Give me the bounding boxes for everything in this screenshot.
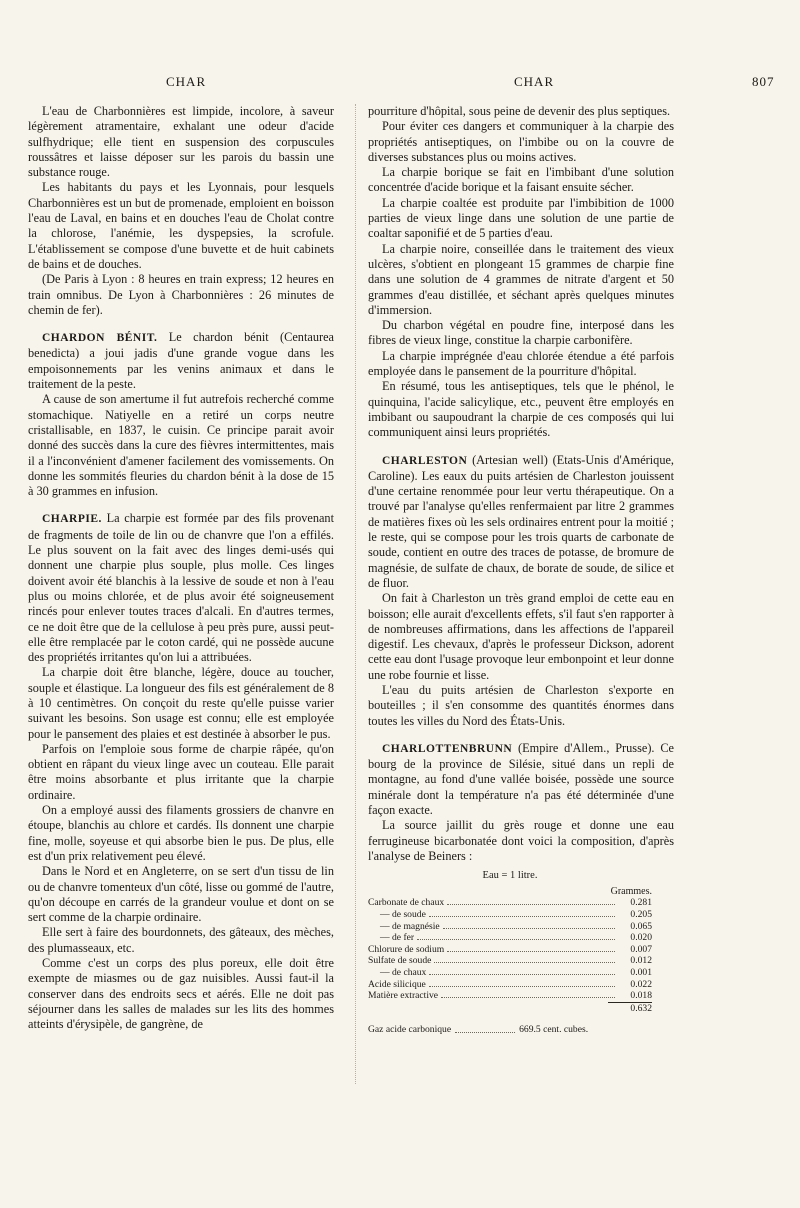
paragraph-text: Parfois on l'emploie sous forme de charpie râpée, qu'on obtient en râpant du vieux linge avec un couteau. Elle parait être moins absorbante et plus irritante que la charpie ordinaire.: [28, 741, 334, 802]
paragraph: [28, 665, 334, 741]
entry-headword: CHARLOTTENBRUNN: [382, 742, 513, 755]
paragraph: [368, 318, 674, 349]
gas-name: Gaz acide carbonique: [368, 1024, 452, 1036]
compound-name: — de magnésie: [380, 920, 440, 932]
paragraph: [28, 803, 334, 864]
gas-row: [368, 1024, 652, 1036]
compound-name: — de chaux: [380, 967, 427, 978]
paragraph: [368, 683, 674, 729]
paragraph-text: Les habitants du pays et les Lyonnais, pour lesquels Charbonnières est un but de promenade, emploient en boisson l'eau de Laval, en bains et en douches l'eau de Cholat contre la chlorose, l'anémie, les dyspepsies, la scrofule. L'établissement se compose d'une buvette et de huit cabinets de bains et de douches.: [28, 180, 334, 271]
paragraph: [368, 196, 674, 242]
entry-headword: CHARPIE.: [42, 513, 102, 526]
paragraph: [368, 349, 674, 380]
left-column: [28, 104, 334, 1033]
leader-dots: [455, 1024, 515, 1033]
leader-dots: [429, 986, 615, 987]
table-unit-label: Grammes.: [610, 885, 652, 897]
compound-name: — de fer: [380, 932, 415, 944]
entry-paragraph: [28, 330, 334, 392]
compound-name: Sulfate de soude: [368, 955, 432, 967]
paragraph-text: L'eau de Charbonnières est limpide, incolore, à saveur légèrement atramentaire, exhalant une odeur d'acide sulfhydrique; elle tient en suspension des corpuscules roussâtres et laisse déposer sur les parois du bassin une substance rouge.: [28, 104, 334, 180]
paragraph-text: Le chardon bénit (Centaurea benedicta) a joui jadis d'une grande vogue dans les empoisonnements par les venins animaux et dans le traitement de la peste.: [28, 330, 334, 392]
header-center-word: CHAR: [514, 74, 555, 89]
paragraph: [368, 165, 674, 196]
leader-dots: [443, 928, 615, 929]
paragraph: [368, 818, 674, 864]
right-paragraphs: [368, 104, 674, 864]
leader-dots: [429, 974, 615, 975]
paragraph-text: On fait à Charleston un très grand emploi de cette eau en boisson; elle aurait d'excellents effets, s'il faut s'en rapporter à de nombreuses affirmations, dans les affections de l'appareil digestif. Les chevaux, d'après le professeur Dickson, adorent cette eau dont l'usage provoque leur embonpoint et leur donne une robe fournie et lisse.: [368, 591, 674, 682]
paragraph-text: L'eau du puits artésien de Charleston s'exporte en bouteilles ; il s'en consomme des quantités énormes dans toutes les villes du Nord des États-Unis.: [368, 682, 674, 728]
paragraph-text: (Artesian well) (Etats-Unis d'Amérique, Caroline). Les eaux du puits artésien de Charleston jouissent d'une certaine renommée pour leur vertu thérapeutique. On a trouvé par l'analyse qu'elles renfermaient par litre 2 grammes de matières fixes où les sels ordinaires entrent pour la moitié ; le reste, qui se compose pour les trois quarts de carbonate de soude, contient en outre des traces de potasse, de bromure de magnésie, de sulfate de chaux, de borate de soude, de silice et de fluor.: [368, 452, 674, 590]
paragraph: [368, 119, 674, 165]
right-column: [368, 104, 674, 1036]
table-row: [368, 990, 652, 1002]
compound-name: Chlorure de sodium: [368, 943, 445, 955]
compound-amount: 0.012: [630, 955, 652, 967]
gas-value: 669.5 cent. cubes.: [519, 1024, 589, 1036]
table-row: [368, 967, 652, 979]
compound-amount: 0.281: [630, 897, 652, 909]
paragraph-text: La source jaillit du grès rouge et donne une eau ferrugineuse bicarbonatée dont voici la composition, d'après l'analyse de Beiners :: [368, 818, 674, 863]
paragraph: [28, 864, 334, 925]
leader-dots: [447, 904, 615, 905]
paragraph-text: A cause de son amertume il fut autrefois recherché comme stomachique. Natiyelle en a retiré un corps neutre cristallisable, en 1837, le cuisin. Ce principe parait avoir donné des succès dans la cure des fièvres intermittentes, mais il a l'inconvénient d'amener facilement des vomissements. On donne les sommités fleuries du chardon bénit à la dose de 15 à 30 grammes en infusion.: [28, 392, 334, 499]
paragraph-text: En résumé, tous les antiseptiques, tels que le phénol, le quinquina, l'acide salicylique, etc., peuvent être employés en imbibant ou saupoudrant la charpie de ces composés qui lui communiquent ainsi leurs propriétés.: [368, 379, 674, 440]
table-row: [368, 932, 652, 944]
leader-dots: [417, 939, 615, 940]
paragraph: [28, 956, 334, 1032]
entry-headword: CHARDON BÉNIT.: [42, 332, 158, 345]
leader-dots: [441, 997, 615, 998]
entry-paragraph: [28, 511, 334, 665]
paragraph: [28, 392, 334, 499]
paragraph: [28, 272, 334, 318]
compound-amount: 0.065: [630, 920, 652, 932]
column-divider: [355, 104, 357, 1084]
table-row: [368, 897, 652, 909]
paragraph-text: Pour éviter ces dangers et communiquer à la charpie des propriétés antiseptiques, on l'imbibe ou on la couvre de diverses substances plus ou moins actives.: [368, 119, 674, 164]
paragraph-text: La charpie noire, conseillée dans le traitement des vieux ulcères, s'obtient en plongeant 15 grammes de charpie fine dans une solution de 4 grammes de nitrate d'argent et 50 grammes d'eau distillée, et séchant après quelques minutes d'immersion.: [368, 241, 674, 317]
paragraph-text: La charpie coaltée est produite par l'imbibition de 1000 parties de vieux linge dans une solution de une partie de coaltar saponifié et de 5 parties d'eau.: [368, 195, 674, 241]
table-rows: [368, 897, 652, 1001]
compound-amount: 0.007: [630, 943, 652, 955]
paragraph-text: La charpie imprégnée d'eau chlorée étendue a été parfois employée dans le pansement de la pourriture d'hôpital.: [368, 348, 674, 379]
table-row: [368, 944, 652, 956]
compound-name: Carbonate de chaux: [368, 897, 445, 909]
paragraph: [368, 379, 674, 440]
compound-name: Matière extractive: [368, 990, 439, 1002]
entry-paragraph: [368, 741, 674, 818]
entry-headword: CHARLESTON: [382, 454, 468, 467]
mineral-analysis-table: [368, 870, 652, 1036]
paragraph: [28, 742, 334, 803]
table-caption: Eau = 1 litre.: [482, 870, 538, 882]
compound-name: Acide silicique: [368, 978, 426, 990]
compound-amount: 0.018: [630, 990, 652, 1002]
leader-dots: [447, 951, 615, 952]
paragraph: [368, 242, 674, 318]
table-total: [368, 1002, 652, 1015]
leader-dots: [434, 962, 615, 963]
paragraph-text: Du charbon végétal en poudre fine, interposé dans les fibres de vieux linge, constitue la charpie carbonifère.: [368, 318, 674, 348]
compound-amount: 0.001: [630, 967, 652, 978]
paragraph-text: pourriture d'hôpital, sous peine de devenir des plus septiques.: [368, 104, 671, 118]
table-row: [368, 979, 652, 991]
paragraph: [28, 104, 334, 180]
table-row: [368, 909, 652, 921]
paragraph-text: (Empire d'Allem., Prusse). Ce bourg de la province de Silésie, situé dans un repli de montagne, au fond d'une vallée boisée, possède une source minérale dont la température n'a pas été déterminée d'une façon exacte.: [368, 740, 674, 818]
paragraph: [28, 180, 334, 272]
page-number: 807: [752, 74, 775, 89]
paragraph: [28, 925, 334, 956]
paragraph-text: La charpie est formée par des fils provenant de fragments de toile de lin ou de chanvre que l'on a effilés. Le plus souvent on la fait avec des linges demi-usés qui donnent une charpie plus souple, plus molle. Ces linges doivent avoir été blanchis à la lessive de soude et non à l'eau plus ou moins chlorée, et de plus avoir été soigneusement rincés pour enlever toutes traces d'alcali. En d'autres termes, ce ne doit être que de la cellulose à peu près pure, aussi peut-elle être remplacée par le coton cardé, qui ne possède aucune des propriétés irritantes qu'on lui a attribuées.: [28, 511, 334, 665]
table-total-value: 0.632: [608, 1002, 652, 1015]
compound-name: — de soude: [380, 909, 426, 921]
entry-paragraph: [368, 453, 674, 592]
paragraph: [368, 104, 674, 119]
paragraph-text: On a employé aussi des filaments grossiers de chanvre en étoupe, blanchis au chlore et cardés. Ils donnent une charpie fine, molle, soyeuse et qui absorbe bien le pus. De plus, elle est d'un prix relativement peu élevé.: [28, 803, 334, 863]
running-header: [0, 74, 800, 94]
paragraph-text: Comme c'est un corps des plus poreux, elle doit être exempte de miasmes ou de gaz nuisibles. Aussi faut-il la conserver dans des endroits secs et aérés. Elle ne doit pas séjourner dans les salles de malades sur les lits des hommes atteints d'érysipèle, de gangrène, de: [28, 956, 334, 1032]
paragraph-text: La charpie borique se fait en l'imbibant d'une solution concentrée d'acide borique et la faisant ensuite sécher.: [368, 165, 674, 195]
paragraph-text: Elle sert à faire des bourdonnets, des gâteaux, des mèches, des plumasseaux, etc.: [28, 925, 334, 955]
paragraph-text: Dans le Nord et en Angleterre, on se sert d'un tissu de lin ou de chanvre tomenteux d'un côté, lisse ou gommé de l'autre, qu'on découpe en carrés de la grandeur voulue et dont on se sert comme de la charpie ordinaire.: [28, 864, 334, 925]
table-row: [368, 955, 652, 967]
header-left-word: CHAR: [166, 74, 207, 89]
compound-amount: 0.022: [630, 978, 652, 990]
compound-amount: 0.020: [630, 932, 652, 944]
table-row: [368, 921, 652, 933]
paragraph: [368, 591, 674, 683]
compound-amount: 0.205: [630, 909, 652, 921]
paragraph-text: La charpie doit être blanche, légère, douce au toucher, souple et élastique. La longueur des fils est généralement de 8 à 10 centimètres. On conçoit du reste qu'elle puisse varier suivant les besoins. Son usage est connu; elle est employée pour le pansement des plaies et est destinée à absorber le pus.: [28, 665, 334, 741]
paragraph-text: (De Paris à Lyon : 8 heures en train express; 12 heures en train omnibus. De Lyon à Charbonnières : 26 minutes de chemin de fer).: [28, 272, 334, 317]
leader-dots: [429, 916, 615, 917]
